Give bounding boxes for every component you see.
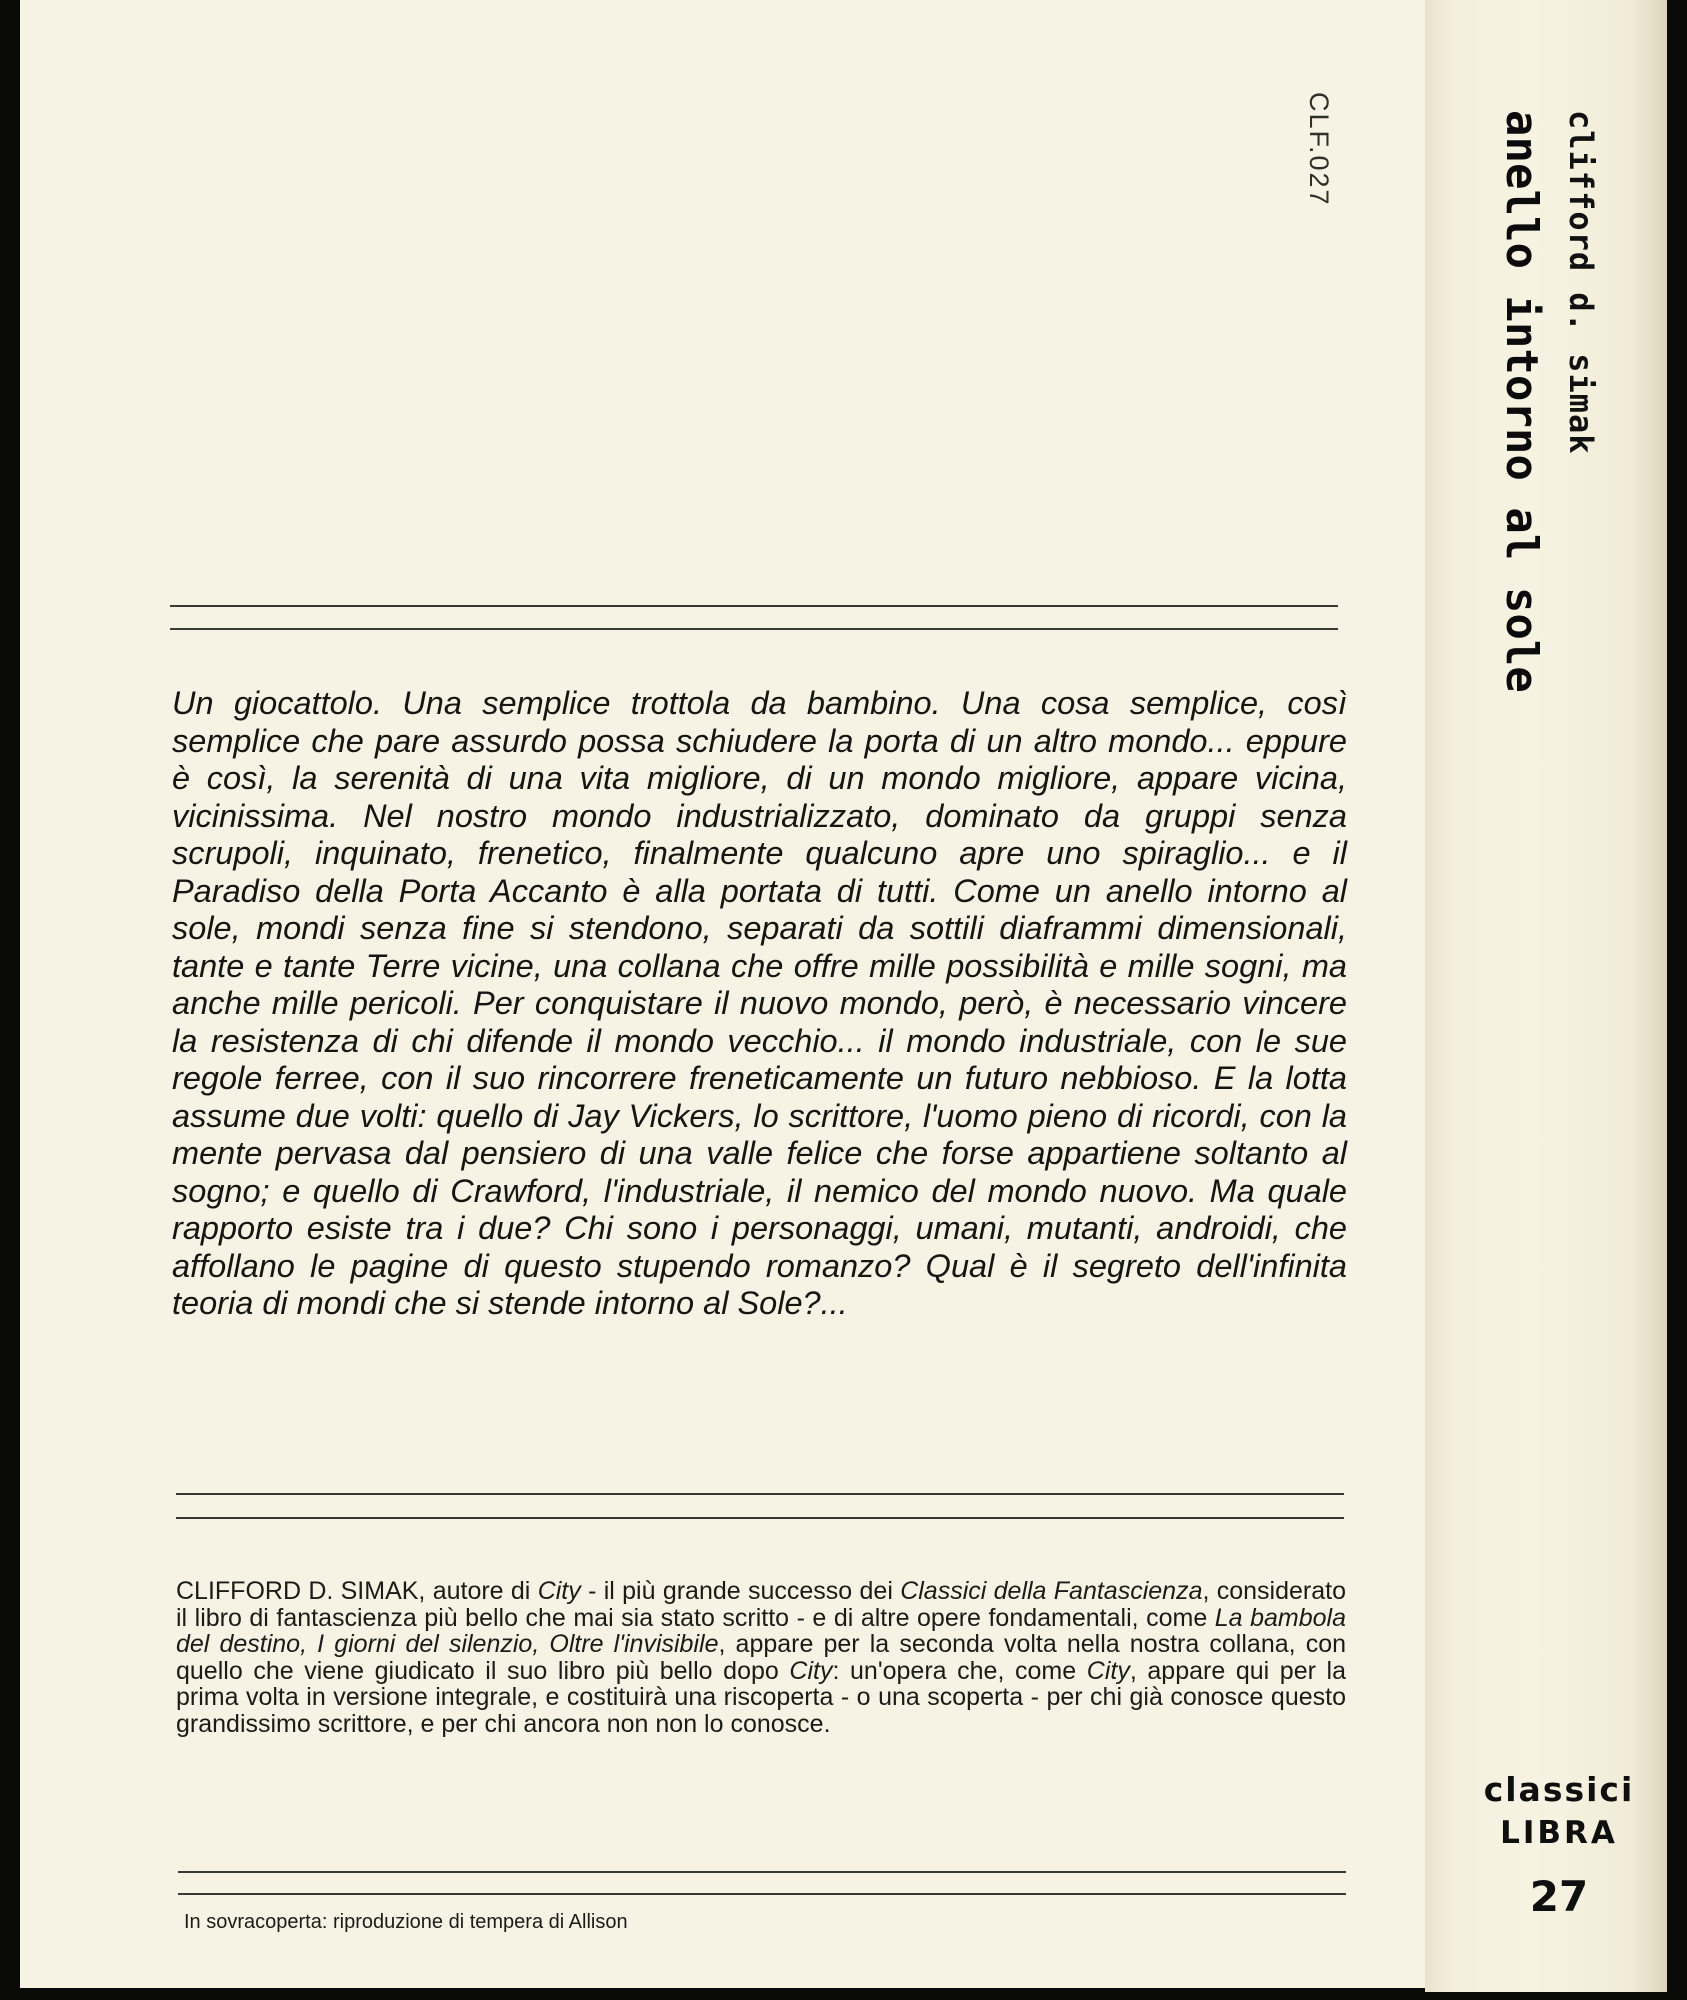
divider-mid-1	[176, 1493, 1344, 1495]
blurb-text: Un giocattolo. Una semplice trottola da bambino. Una cosa semplice, così semplice che pare assurdo possa schiudere la porta di un altro mondo... eppure è così, la serenità di una vita migliore, di un mondo migliore, appare vicina, vicinissima. Nel nostro mondo industrializzato, dominato da gruppi senza scrupoli, inquinato, frenetico, finalmente qualcuno apre uno spiraglio... e il Paradiso della Porta Accanto è alla portata di tutti. Come un anello intorno al sole, mondi senza fine si stendono, separati da sottili diaframmi dimensionali, tante e tante Terre vicine, una collana che offre mille possibilità e mille sogni, ma anche mille pericoli. Per conquistare il nuovo mondo, però, è necessario vincere la resistenza di chi difende il mondo vecchio... il mondo industriale, con le sue regole ferree, con il suo rincorrere freneticamente un futuro nebbioso. E la lotta assume due volti: quello di Jay Vickers, lo scrittore, l'uomo pieno di ricordi, con la mente pervasa dal pensiero di una valle felice che forse appartiene soltanto al sogno; e quello di Crawford, l'industriale, il nemico del mondo nuovo. Ma quale rapporto esiste tra i due? Chi sono i personaggi, umani, mutanti, androidi, che affollano le pagine di questo stupendo romanzo? Qual è il segreto dell'infinita teoria di mondi che si stende intorno al Sole?...	[172, 685, 1347, 1321]
catalog-code: CLF.027	[1304, 92, 1334, 207]
volume-number: 27	[1529, 1872, 1589, 1921]
divider-bottom-2	[178, 1893, 1346, 1895]
spine-author: clifford d. simak	[1562, 110, 1600, 455]
spine-title: anello intorno al sole	[1496, 110, 1547, 693]
divider-top-1	[170, 605, 1338, 607]
divider-bottom-1	[178, 1871, 1346, 1873]
divider-mid-2	[176, 1517, 1344, 1519]
series-publisher: LIBRA	[1500, 1815, 1618, 1851]
author-bio: CLIFFORD D. SIMAK, autore di City - il più grande successo dei Classici della Fantascienza, considerato il libro di fantascienza più bello che mai sia stato scritto - e di altre opere fondamentali, come La bambola del destino, I giorni del silenzio, Oltre l'invisibile, appare per la seconda volta nella nostra collana, con quello che viene giudicato il suo libro più bello dopo City: un'opera che, come City, appare qui per la prima volta in versione integrale, e costituirà una riscoperta - o una scoperta - per chi già conosce questo grandissimo scrittore, e per chi ancora non non lo conosce.	[176, 1577, 1346, 1738]
divider-top-2	[170, 628, 1338, 630]
cover-credit: In sovracoperta: riproduzione di tempera di Allison	[184, 1911, 628, 1933]
series-name: classici	[1483, 1770, 1635, 1809]
